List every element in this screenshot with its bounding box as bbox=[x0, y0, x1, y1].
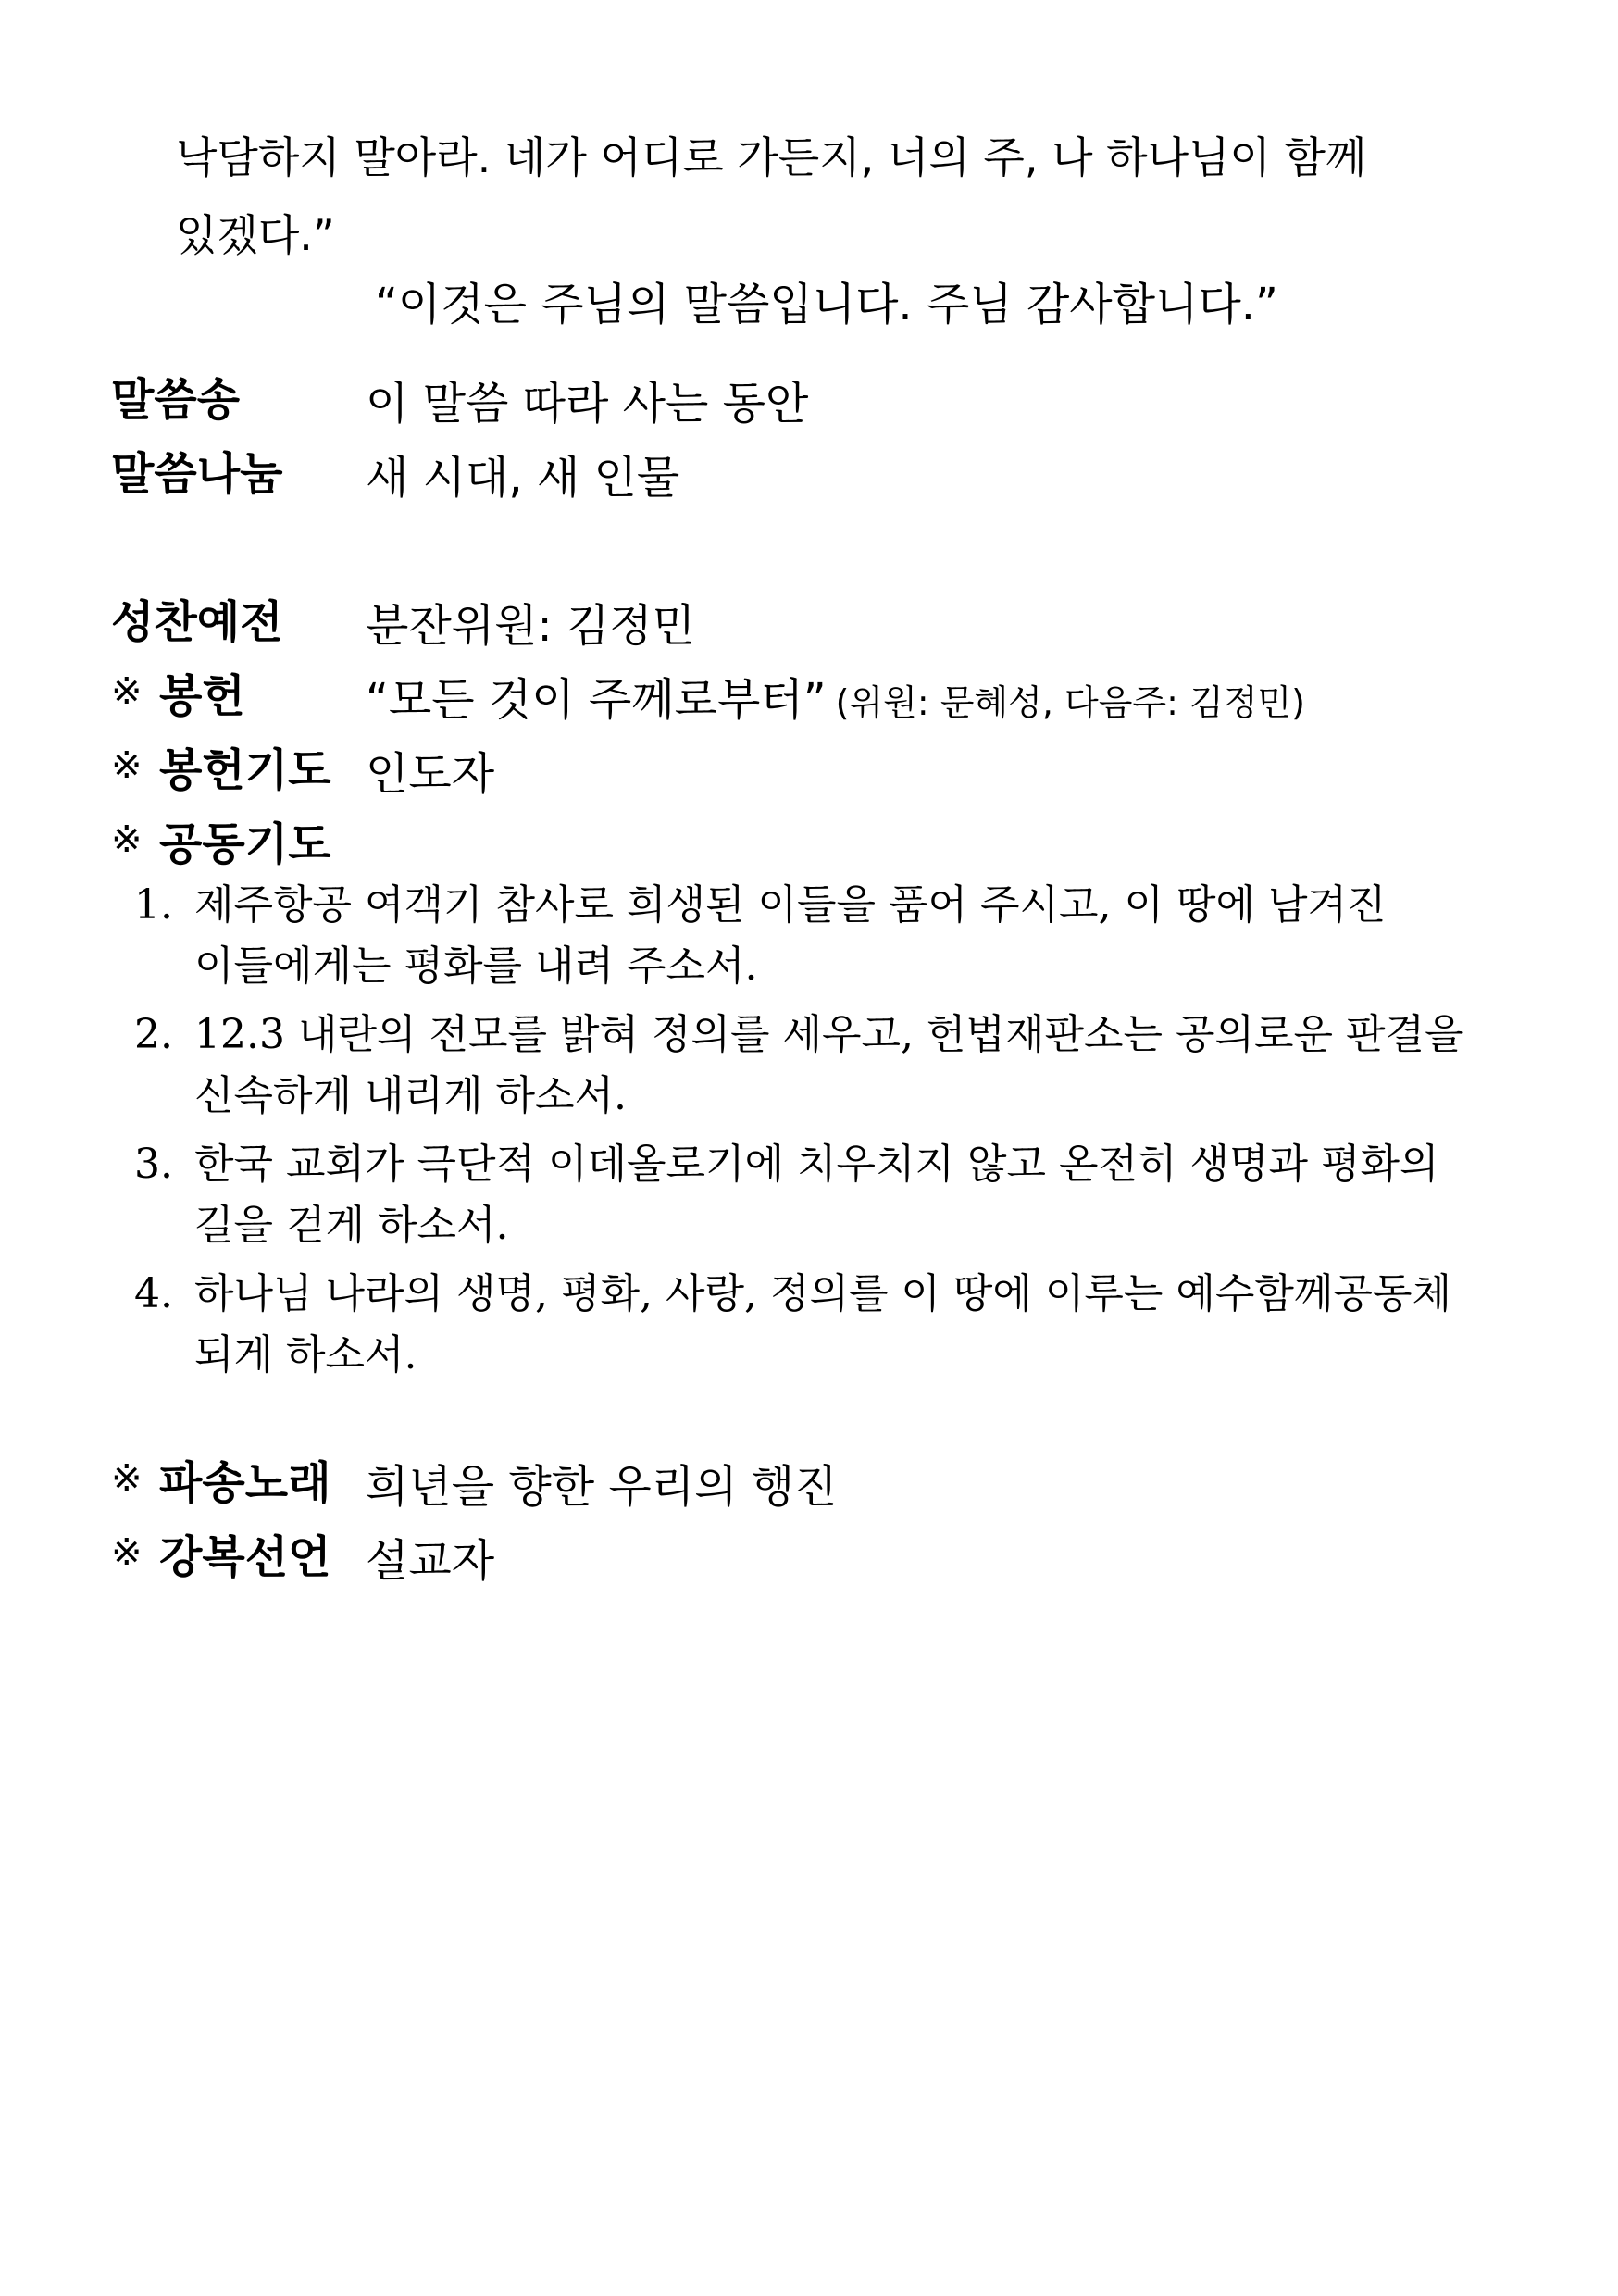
offering-note: (위원: 문혜성, 다음주: 김정민) bbox=[835, 682, 1305, 723]
scripture-line-1: 낙담하지 말아라. 네가 어디로 가든지, 너의 주, 나 하나님이 함께 bbox=[176, 132, 1367, 182]
prayer-text-line: 길을 걷게 하소서. bbox=[194, 1202, 509, 1249]
prayer-text-line: 하나님 나라의 생명, 평화, 사랑, 정의를 이 땅에 이루는 예수함께공동체 bbox=[194, 1270, 1451, 1317]
scripture-line-2: 있겠다.” bbox=[176, 210, 335, 260]
hymn-content: 이 말씀 따라 사는 동안 bbox=[366, 378, 809, 430]
prayer-item bbox=[134, 1134, 1486, 1256]
benediction-row bbox=[111, 1520, 330, 1585]
benediction-content: 설교자 bbox=[366, 1535, 495, 1587]
prayer-number: 1. bbox=[134, 881, 173, 929]
prayer-number: 3. bbox=[134, 1141, 173, 1188]
reference-mark-icon: ※ bbox=[111, 1531, 143, 1574]
prayer-item bbox=[134, 1004, 1486, 1127]
scripture-passage bbox=[176, 119, 1472, 274]
prayer-number: 4. bbox=[134, 1270, 173, 1317]
benediction-label: 강복선언 bbox=[159, 1530, 331, 1583]
sending-song-content: 희년을 향한 우리의 행진 bbox=[366, 1461, 838, 1513]
scripture-response: “이것은 주님의 말씀입니다. 주님 감사합니다.” bbox=[375, 279, 1278, 331]
prayer-number: 2. bbox=[134, 1011, 173, 1058]
hymn-label: 말씀송 bbox=[111, 373, 241, 426]
eucharist-label: 성찬예전 bbox=[111, 595, 283, 648]
offering-prayer-row bbox=[111, 733, 330, 798]
offering-row bbox=[111, 659, 245, 724]
prayer-list bbox=[134, 875, 1486, 1393]
sharing-content: 새 시대, 새 인물 bbox=[366, 452, 680, 504]
eucharist-content: 분잔위원: 김정민 bbox=[366, 600, 696, 652]
sending-song-label: 파송노래 bbox=[159, 1456, 331, 1509]
prayer-text-line: 신속하게 내리게 하소서. bbox=[194, 1072, 627, 1119]
prayer-text-line: 이들에게는 평화를 내려 주소서. bbox=[194, 942, 758, 990]
common-prayer-row bbox=[111, 807, 330, 872]
prayer-text-line: 한국 교회가 극단적 이데올로기에 치우치지 않고 온전히 생명과 평화의 bbox=[194, 1141, 1439, 1188]
reference-mark-icon: ※ bbox=[111, 1457, 143, 1500]
eucharist-row bbox=[111, 585, 282, 650]
prayer-item bbox=[134, 1264, 1486, 1386]
prayer-text-line: 12.3 내란의 전모를 밝혀 정의를 세우고, 헌법재판소는 공의로운 판결을 bbox=[194, 1011, 1464, 1058]
offering-hymn: “모든 것이 주께로부터” bbox=[366, 674, 827, 726]
prayer-text-line: 제주항공 여객기 참사로 희생된 이들을 품어 주시고, 이 땅에 남겨진 bbox=[194, 881, 1387, 929]
sharing-row bbox=[111, 437, 282, 502]
offering-content bbox=[366, 664, 1305, 728]
sending-song-row bbox=[111, 1446, 330, 1511]
reference-mark-icon: ※ bbox=[111, 818, 143, 861]
common-prayer-label: 공동기도 bbox=[159, 817, 331, 870]
hymn-row bbox=[111, 363, 240, 428]
prayer-text-line: 되게 하소서. bbox=[194, 1331, 417, 1379]
prayer-item bbox=[134, 875, 1486, 997]
offering-prayer-label: 봉헌기도 bbox=[159, 743, 331, 796]
offering-prayer-content: 인도자 bbox=[366, 748, 495, 800]
reference-mark-icon: ※ bbox=[111, 744, 143, 787]
reference-mark-icon: ※ bbox=[111, 670, 143, 713]
sharing-label: 말씀나눔 bbox=[111, 447, 283, 500]
offering-label: 봉헌 bbox=[159, 669, 245, 722]
